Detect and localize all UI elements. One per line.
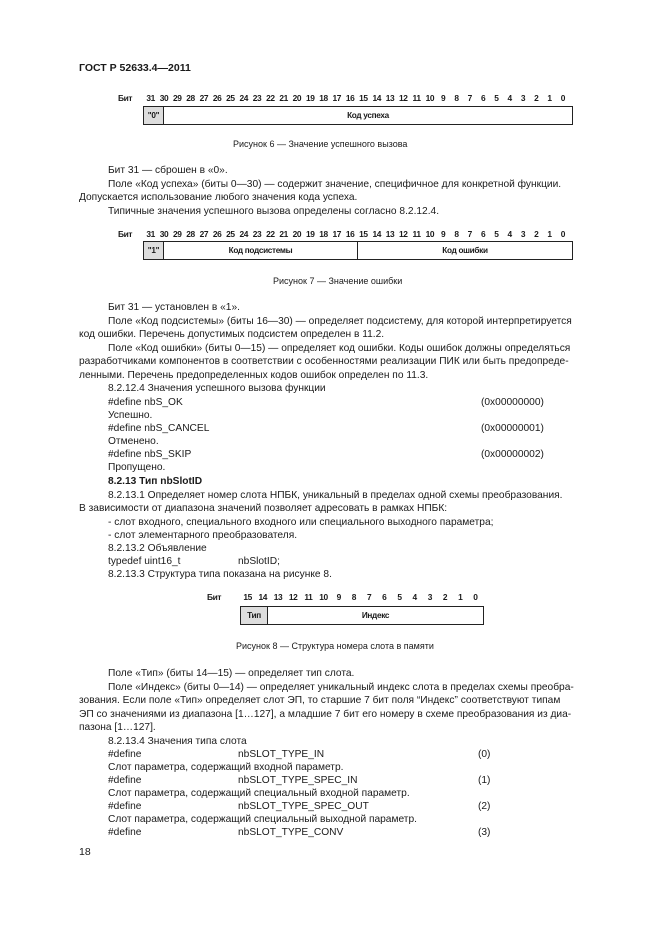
- bit-number: 15: [243, 592, 252, 602]
- paragraph: Поле «Индекс» (биты 0—14) — определяет уникальный индекс слота в пределах схемы преобра-: [108, 682, 574, 693]
- paragraph: 8.2.13.2 Объявление: [108, 543, 207, 554]
- define-name: nbSLOT_TYPE_CONV: [238, 827, 344, 838]
- bit-number: 28: [186, 93, 195, 103]
- bit-numbers: [240, 592, 483, 602]
- bit-number: 4: [507, 93, 512, 103]
- bit-number: 6: [480, 93, 486, 103]
- paragraph: 8.2.13.3 Структура типа показана на рисунке 8.: [108, 569, 332, 580]
- define-desc: Пропущено.: [108, 462, 166, 473]
- bit-number: 18: [319, 93, 328, 103]
- fig6-register: [143, 106, 573, 125]
- define-keyword: #define: [108, 801, 142, 812]
- bit-number: 20: [292, 93, 302, 103]
- bit-number: 5: [397, 592, 402, 602]
- bit-number: 0: [560, 93, 565, 103]
- define-value: (2): [478, 801, 491, 812]
- fig8-cell-type: Тип: [241, 607, 268, 624]
- bit-number: 30: [159, 229, 169, 239]
- bit-number: 6: [480, 229, 486, 239]
- bit-number: 18: [319, 229, 328, 239]
- bit-number: 14: [372, 93, 381, 103]
- bit-number: 7: [467, 229, 472, 239]
- bit-numbers: [144, 93, 570, 103]
- fig7-cell-subsystem-code: Код подсистемы: [164, 242, 358, 259]
- bit-number: 25: [226, 93, 235, 103]
- paragraph: Бит 31 — установлен в «1».: [108, 302, 240, 313]
- paragraph: зования. Если поле «Тип» определяет слот ЭП, то старшие 7 бит поля “Индекс” соответствуют типам: [79, 695, 561, 706]
- bit-number: 22: [266, 93, 275, 103]
- bit-number: 17: [332, 229, 342, 239]
- bit-number: 9: [441, 229, 446, 239]
- bit-number: 29: [172, 229, 182, 239]
- paragraph: ленными. Перечень предопределенных кодов ошибок определен по 11.3.: [79, 370, 429, 381]
- fig8-caption: Рисунок 8 — Структура номера слота в памяти: [236, 641, 434, 651]
- fig6-bit-row: [118, 93, 570, 103]
- define-name: nbSLOT_TYPE_IN: [238, 749, 325, 760]
- bit-number: 1: [458, 592, 463, 602]
- bit-number: 11: [304, 592, 313, 602]
- paragraph: В зависимости от диапазона значений позволяет адресовать в рамках НПБК:: [79, 503, 448, 514]
- bit-number: 4: [507, 229, 512, 239]
- fig8-register: [240, 606, 484, 625]
- bit-number: 16: [345, 229, 355, 239]
- bit-number: 20: [292, 229, 302, 239]
- bit-number: 17: [332, 93, 342, 103]
- paragraph: 8.2.13.1 Определяет номер слота НПБК, уникальный в пределах одной схемы преобразования.: [108, 490, 563, 501]
- fig7-register: [143, 241, 573, 260]
- bit-number: 25: [226, 229, 235, 239]
- fig6-cell-success-code: Код успеха: [347, 111, 389, 120]
- bit-number: 15: [359, 93, 368, 103]
- bit-number: 11: [412, 93, 421, 103]
- bit-number: 13: [385, 93, 395, 103]
- bit-numbers: [144, 229, 570, 239]
- fig7-cell-error-code: Код ошибки: [442, 246, 488, 255]
- fig7-bit-row: [118, 229, 570, 239]
- define-desc: Слот параметра, содержащий специальный входной параметр.: [108, 788, 410, 799]
- paragraph: - слот входного, специального входного или специального выходного параметра;: [108, 517, 494, 528]
- paragraph: ЭП со значениями из диапазона [1…127], а младшие 7 бит его номеру в схеме преобразования из диа-: [79, 709, 572, 720]
- fig6-cell-sign: "0": [144, 107, 164, 124]
- bit-number: 31: [146, 93, 155, 103]
- define-value: (1): [478, 775, 491, 786]
- bit-number: 27: [199, 93, 209, 103]
- bit-number: 12: [399, 93, 408, 103]
- document-header: ГОСТ Р 52633.4—2011: [79, 62, 191, 74]
- bit-number: 10: [319, 592, 328, 602]
- define-value: (0): [478, 749, 491, 760]
- page-number: 18: [79, 846, 91, 858]
- bit-number: 3: [427, 592, 432, 602]
- bit-number: 15: [359, 229, 368, 239]
- subsection-heading: 8.2.12.4 Значения успешного вызова функции: [108, 383, 326, 394]
- bit-number: 7: [366, 592, 372, 602]
- bit-number: 23: [252, 93, 262, 103]
- bit-number: 22: [266, 229, 275, 239]
- define-keyword: #define: [108, 749, 142, 760]
- bit-number: 1: [547, 93, 552, 103]
- bit-number: 23: [252, 229, 262, 239]
- define-value: (0x00000002): [481, 449, 544, 460]
- bit-number: 2: [534, 229, 539, 239]
- define-keyword: #define: [108, 775, 142, 786]
- paragraph: Поле «Код ошибки» (биты 0—15) — определяет код ошибки. Коды ошибок должны определяться: [108, 343, 571, 354]
- bit-number: 8: [351, 592, 357, 602]
- bit-number: 13: [385, 229, 395, 239]
- bit-number: 8: [454, 93, 459, 103]
- bit-label: Бит: [118, 229, 133, 239]
- bit-number: 0: [560, 229, 565, 239]
- bit-number: 10: [425, 93, 435, 103]
- bit-number: 31: [146, 229, 155, 239]
- define-name: #define nbS_SKIP: [108, 449, 192, 460]
- typedef-left: typedef uint16_t: [108, 556, 181, 567]
- bit-number: 19: [305, 93, 315, 103]
- paragraph: Поле «Код подсистемы» (биты 16—30) — определяет подсистему, для которой интерпретируется: [108, 316, 572, 327]
- bit-number: 5: [494, 229, 499, 239]
- define-value: (3): [478, 827, 491, 838]
- paragraph: Поле «Код успеха» (биты 0—30) — содержит значение, специфичное для конкретной функции.: [108, 179, 562, 190]
- bit-number: 8: [454, 229, 459, 239]
- define-desc: Слот параметра, содержащий специальный выходной параметр.: [108, 814, 417, 825]
- bit-number: 6: [382, 592, 387, 602]
- bit-number: 9: [441, 93, 446, 103]
- fig8-cell-index: Индекс: [361, 611, 390, 620]
- paragraph: разработчиками компонентов в соответствии с особенностями реализации ПИК или быть предопреде-: [79, 356, 569, 367]
- bit-number: 10: [425, 229, 435, 239]
- paragraph: Бит 31 — сброшен в «0».: [108, 165, 228, 176]
- typedef-right: nbSlotID;: [238, 556, 280, 567]
- subsection-heading: 8.2.13.4 Значения типа слота: [108, 736, 247, 747]
- section-title: 8.2.13 Тип nbSlotID: [108, 476, 203, 487]
- bit-label: Бит: [207, 592, 222, 602]
- bit-number: 30: [159, 93, 169, 103]
- fig7-caption: Рисунок 7 — Значение ошибки: [273, 276, 403, 286]
- define-name: #define nbS_OK: [108, 397, 183, 408]
- bit-number: 27: [199, 229, 209, 239]
- paragraph: Допускается использование любого значения кода успеха.: [79, 192, 358, 203]
- define-desc: Успешно.: [108, 410, 153, 421]
- define-desc: Слот параметра, содержащий входной параметр.: [108, 762, 344, 773]
- bit-number: 12: [399, 229, 408, 239]
- bit-number: 2: [442, 592, 448, 602]
- bit-number: 2: [534, 93, 539, 103]
- bit-number: 14: [258, 592, 268, 602]
- bit-number: 26: [212, 93, 222, 103]
- fig6-caption: Рисунок 6 — Значение успешного вызова: [233, 139, 408, 149]
- bit-number: 26: [212, 229, 222, 239]
- paragraph: код ошибки. Перечень допустимых подсистем определен в 11.2.: [79, 329, 385, 340]
- define-name: nbSLOT_TYPE_SPEC_IN: [238, 775, 358, 786]
- bit-number: 29: [172, 93, 182, 103]
- bit-number: 21: [279, 93, 288, 103]
- bit-number: 21: [279, 229, 288, 239]
- bit-number: 0: [473, 592, 478, 602]
- bit-number: 16: [345, 93, 355, 103]
- bit-number: 4: [412, 592, 417, 602]
- bit-number: 28: [186, 229, 195, 239]
- bit-label: Бит: [118, 93, 133, 103]
- define-value: (0x00000001): [481, 423, 544, 434]
- paragraph: пазона [1…127].: [79, 722, 156, 733]
- bit-number: 24: [239, 93, 248, 103]
- bit-number: 24: [239, 229, 248, 239]
- bit-number: 12: [288, 592, 298, 602]
- paragraph: - слот элементарного преобразователя.: [108, 530, 298, 541]
- define-desc: Отменено.: [108, 436, 159, 447]
- bit-number: 1: [547, 229, 552, 239]
- bit-number: 3: [520, 229, 526, 239]
- define-value: (0x00000000): [481, 397, 544, 408]
- bit-number: 5: [494, 93, 499, 103]
- bit-number: 11: [412, 229, 421, 239]
- fig7-cell-sign: "1": [144, 242, 164, 259]
- paragraph: Типичные значения успешного вызова определены согласно 8.2.12.4.: [108, 206, 440, 217]
- define-name: #define nbS_CANCEL: [108, 423, 210, 434]
- bit-number: 7: [467, 93, 472, 103]
- define-name: nbSLOT_TYPE_SPEC_OUT: [238, 801, 369, 812]
- bit-number: 9: [336, 592, 341, 602]
- fig8-bit-row: [207, 592, 483, 602]
- define-keyword: #define: [108, 827, 142, 838]
- bit-number: 19: [305, 229, 315, 239]
- bit-number: 3: [520, 93, 526, 103]
- bit-number: 13: [273, 592, 283, 602]
- paragraph: Поле «Тип» (биты 14—15) — определяет тип слота.: [108, 668, 355, 679]
- bit-number: 14: [372, 229, 381, 239]
